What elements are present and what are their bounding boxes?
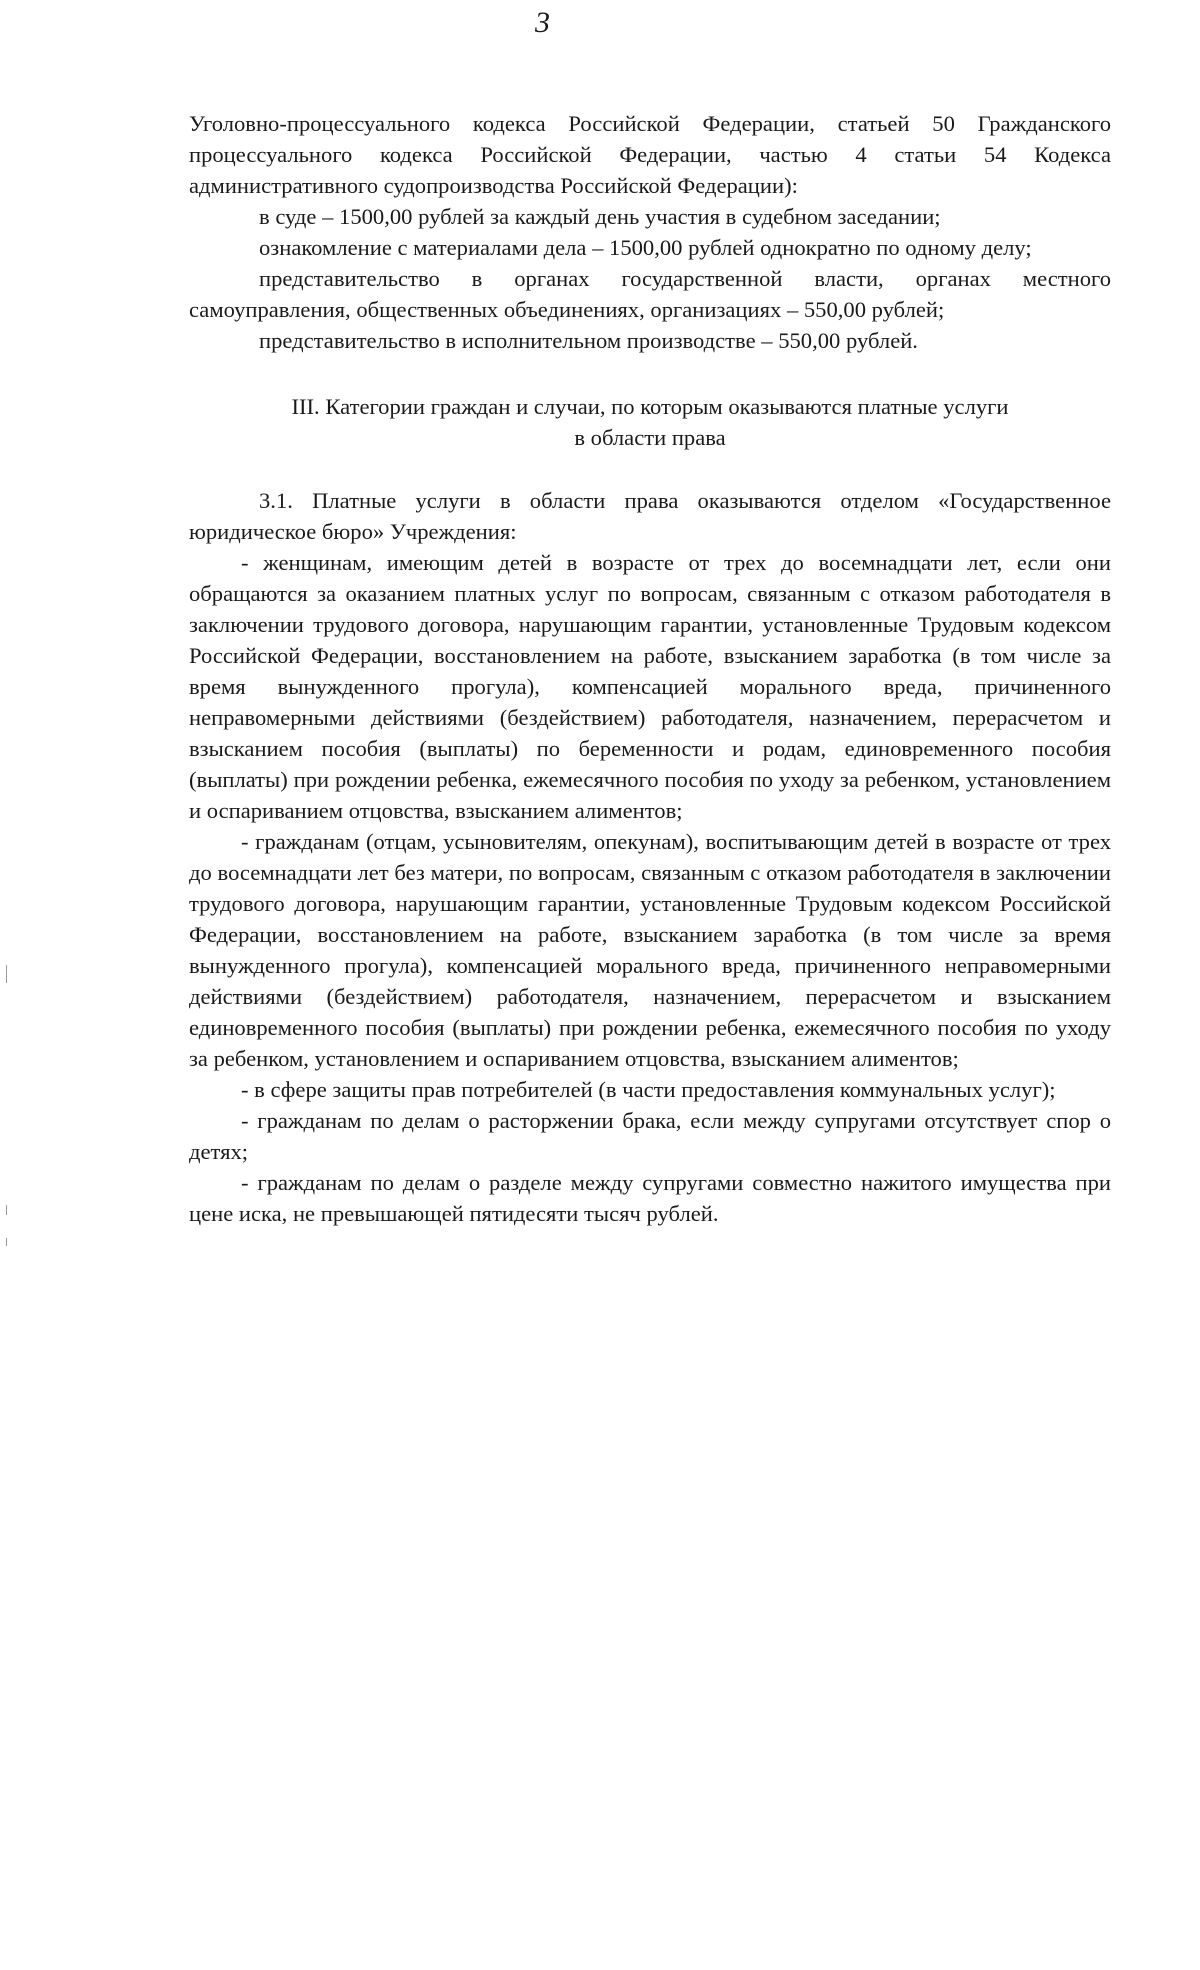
paragraph-enforcement-fee: представительство в исполнительном производстве – 550,00 рублей. [259,328,918,353]
section-intro: 3.1. Платные услуги в области права оказываются отделом «Государственное юридическое бюро» Учреждения: [189,488,1111,544]
list-item-fathers: - гражданам (отцам, усыновителям, опекунам), воспитывающим детей в возрасте от трех до восемнадцати лет без матери, по вопросам, связанным с отказом работодателя в заключении трудового договора, нарушающим гарантии, установленные Трудовым кодексом Российской Федерации, восстановлением на работе, взысканием заработка (в том числе за время вынужденного прогула), компенсацией морального вреда, причиненного неправомерными действиями (бездействием) работодателя, назначением, перерасчетом и взысканием единовременного пособия (выплаты) при рождении ребенка, ежемесячного пособия по уходу за ребенком, установлением и оспариванием отцовства, взысканием алиментов; [189,829,1111,1071]
section-heading-line-1: III. Категории граждан и случаи, по которым оказываются платные услуги [291,394,1009,419]
paragraph-representation-fee: представительство в органах государственной власти, органах местного самоуправления, общественных объединениях, организациях – 550,00 рублей; [189,266,1111,322]
scan-margin-mark-3 [6,1238,7,1246]
paragraph-court-fee: в суде – 1500,00 рублей за каждый день участия в судебном заседании; [259,204,941,229]
list-item-women: - женщинам, имеющим детей в возрасте от трех до восемнадцати лет, если они обращаются за оказанием платных услуг по вопросам, связанным с отказом работодателя в заключении трудового договора, нарушающим гарантии, установленные Трудовым кодексом Российской Федерации, восстановлением на работе, взысканием заработка (в том числе за время вынужденного прогула), компенсацией морального вреда, причиненного неправомерными действиями (бездействием) работодателя, назначением, перерасчетом и взысканием пособия (выплаты) по беременности и родам, единовременного пособия (выплаты) при рождении ребенка, ежемесячного пособия по уходу за ребенком, установлением и оспариванием отцовства, взысканием алиментов; [189,550,1111,823]
scan-margin-mark-2 [6,1205,7,1215]
page-number: 3 [535,6,550,39]
paragraph-case-materials-fee: ознакомление с материалами дела – 1500,00 рублей однократно по одному делу; [259,235,1032,260]
section-heading [189,391,1111,453]
scan-margin-mark-1 [6,965,7,983]
list-item-property-division: - гражданам по делам о разделе между супругами совместно нажитого имущества при цене иска, не превышающей пятидесяти тысяч рублей. [189,1170,1111,1226]
document-body [189,108,1111,1229]
paragraph-continuation: Уголовно-процессуального кодекса Российской Федерации, статьей 50 Гражданского процессуального кодекса Российской Федерации, частью 4 статьи 54 Кодекса административного судопроизводства Российской Федерации): [189,111,1111,198]
list-item-consumer-rights: - в сфере защиты прав потребителей (в части предоставления коммунальных услуг); [241,1077,1056,1102]
section-heading-line-2: в области права [574,425,726,450]
list-item-divorce: - гражданам по делам о расторжении брака, если между супругами отсутствует спор о детях; [189,1108,1111,1164]
